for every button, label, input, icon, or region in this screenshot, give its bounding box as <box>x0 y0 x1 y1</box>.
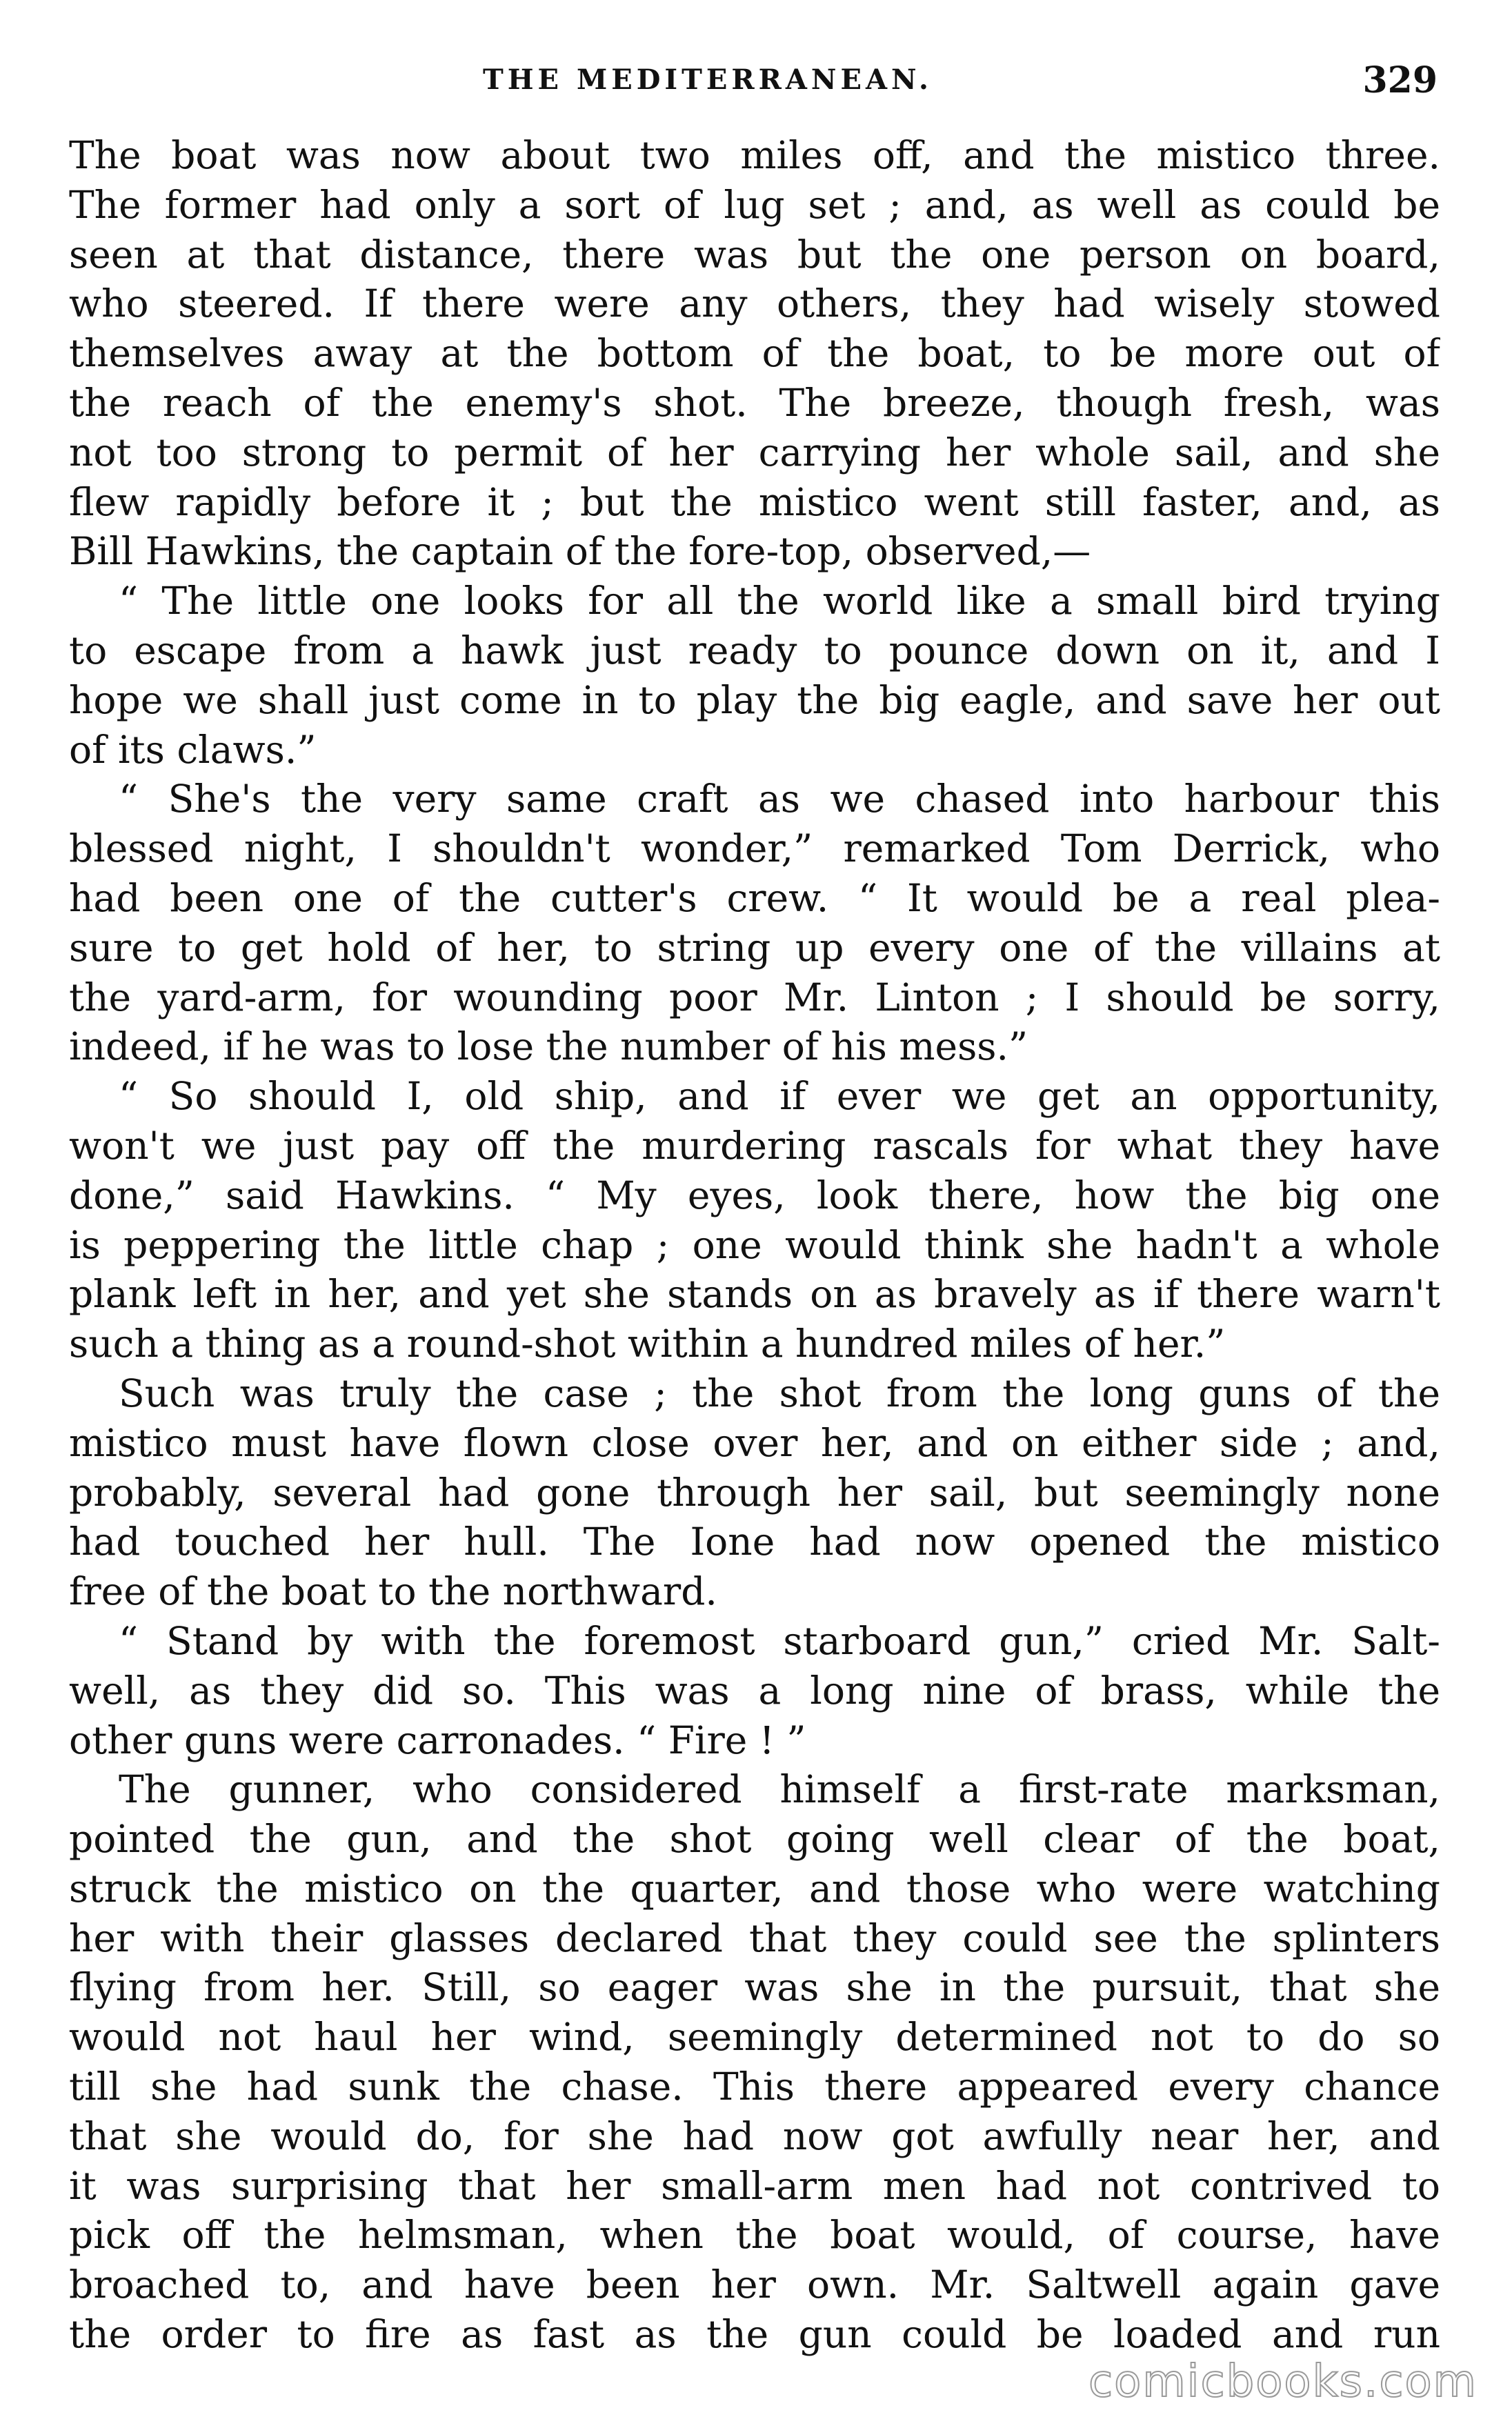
text-line: the order to fire as fast as the gun could be loaded and run <box>69 2312 1440 2357</box>
text-line: not too strong to permit of her carrying her whole sail, and she <box>69 430 1440 475</box>
text-line: pick off the helmsman, when the boat would, of course, have <box>69 2213 1440 2258</box>
text-line: struck the mistico on the quarter, and those who were watching <box>69 1866 1440 1911</box>
text-line: who steered. If there were any others, they had wisely stowed <box>69 281 1440 326</box>
text-line: The boat was now about two miles off, and the mistico three. <box>69 133 1440 177</box>
text-line: her with their glasses declared that they could see the splinters <box>69 1915 1440 1960</box>
text-line: done,” said Hawkins. “ My eyes, look there, how the big one <box>69 1173 1440 1217</box>
text-line: blessed night, I shouldn't wonder,” remarked Tom Derrick, who <box>69 826 1440 871</box>
text-line: would not haul her wind, seemingly determined not to do so <box>69 2015 1440 2060</box>
text-line: plank left in her, and yet she stands on as bravely as if there warn't <box>69 1272 1440 1317</box>
page-number: 329 <box>1362 59 1438 101</box>
text-line: it was surprising that her small-arm men had not contrived to <box>69 2163 1440 2208</box>
text-line: probably, several had gone through her sail, but seemingly none <box>69 1470 1440 1515</box>
text-line: themselves away at the bottom of the boat, to be more out of <box>69 331 1440 376</box>
running-head: THE MEDITERRANEAN. <box>483 63 933 96</box>
text-line: that she would do, for she had now got awfully near her, and <box>69 2113 1440 2158</box>
text-line: sure to get hold of her, to string up every one of the villains at <box>69 925 1440 970</box>
text-line: hope we shall just come in to play the big eagle, and save her out <box>69 677 1440 722</box>
text-line: flew rapidly before it ; but the mistico went still faster, and, as <box>69 479 1440 524</box>
text-line: the yard-arm, for wounding poor Mr. Linton ; I should be sorry, <box>69 975 1440 1019</box>
text-line: Bill Hawkins, the captain of the fore-top, observed,— <box>69 529 1091 574</box>
text-line: “ Stand by with the foremost starboard gun,” cried Mr. Salt- <box>119 1618 1440 1663</box>
text-line: “ She's the very same craft as we chased into harbour this <box>119 777 1440 822</box>
text-line: free of the boat to the northward. <box>69 1569 717 1614</box>
text-line: had been one of the cutter's crew. “ It would be a real plea- <box>69 875 1440 920</box>
text-line: is peppering the little chap ; one would think she hadn't a whole <box>69 1222 1440 1267</box>
text-line: broached to, and have been her own. Mr. Saltwell again gave <box>69 2262 1440 2307</box>
text-line: of its claws.” <box>69 727 317 772</box>
text-line: well, as they did so. This was a long nine of brass, while the <box>69 1668 1440 1713</box>
text-line: had touched her hull. The Ione had now opened the mistico <box>69 1520 1440 1564</box>
watermark: comicbooks.com <box>1088 2356 1478 2407</box>
text-line: “ The little one looks for all the world like a small bird trying <box>119 579 1440 624</box>
text-line: other guns were carronades. “ Fire ! ” <box>69 1718 806 1762</box>
text-line: won't we just pay off the murdering rascals for what they have <box>69 1123 1440 1168</box>
text-line: flying from her. Still, so eager was she in the pursuit, that she <box>69 1965 1440 2010</box>
text-line: pointed the gun, and the shot going well clear of the boat, <box>69 1817 1440 1862</box>
text-line: till she had sunk the chase. This there appeared every chance <box>69 2064 1440 2109</box>
text-line: mistico must have flown close over her, and on either side ; and, <box>69 1420 1440 1465</box>
text-line: seen at that distance, there was but the one person on board, <box>69 232 1440 277</box>
text-line: such a thing as a round-shot within a hundred miles of her.” <box>69 1322 1226 1366</box>
text-line: Such was truly the case ; the shot from the long guns of the <box>119 1371 1440 1415</box>
body-text <box>69 131 1440 2360</box>
text-line: “ So should I, old ship, and if ever we get an opportunity, <box>119 1074 1440 1119</box>
text-line: the reach of the enemy's shot. The breeze, though fresh, was <box>69 380 1440 425</box>
text-line: to escape from a hawk just ready to pounce down on it, and I <box>69 628 1440 673</box>
text-line: indeed, if he was to lose the number of his mess.” <box>69 1024 1028 1069</box>
text-line: The gunner, who considered himself a first-rate marksman, <box>119 1767 1440 1812</box>
text-line: The former had only a sort of lug set ; and, as well as could be <box>69 182 1440 227</box>
